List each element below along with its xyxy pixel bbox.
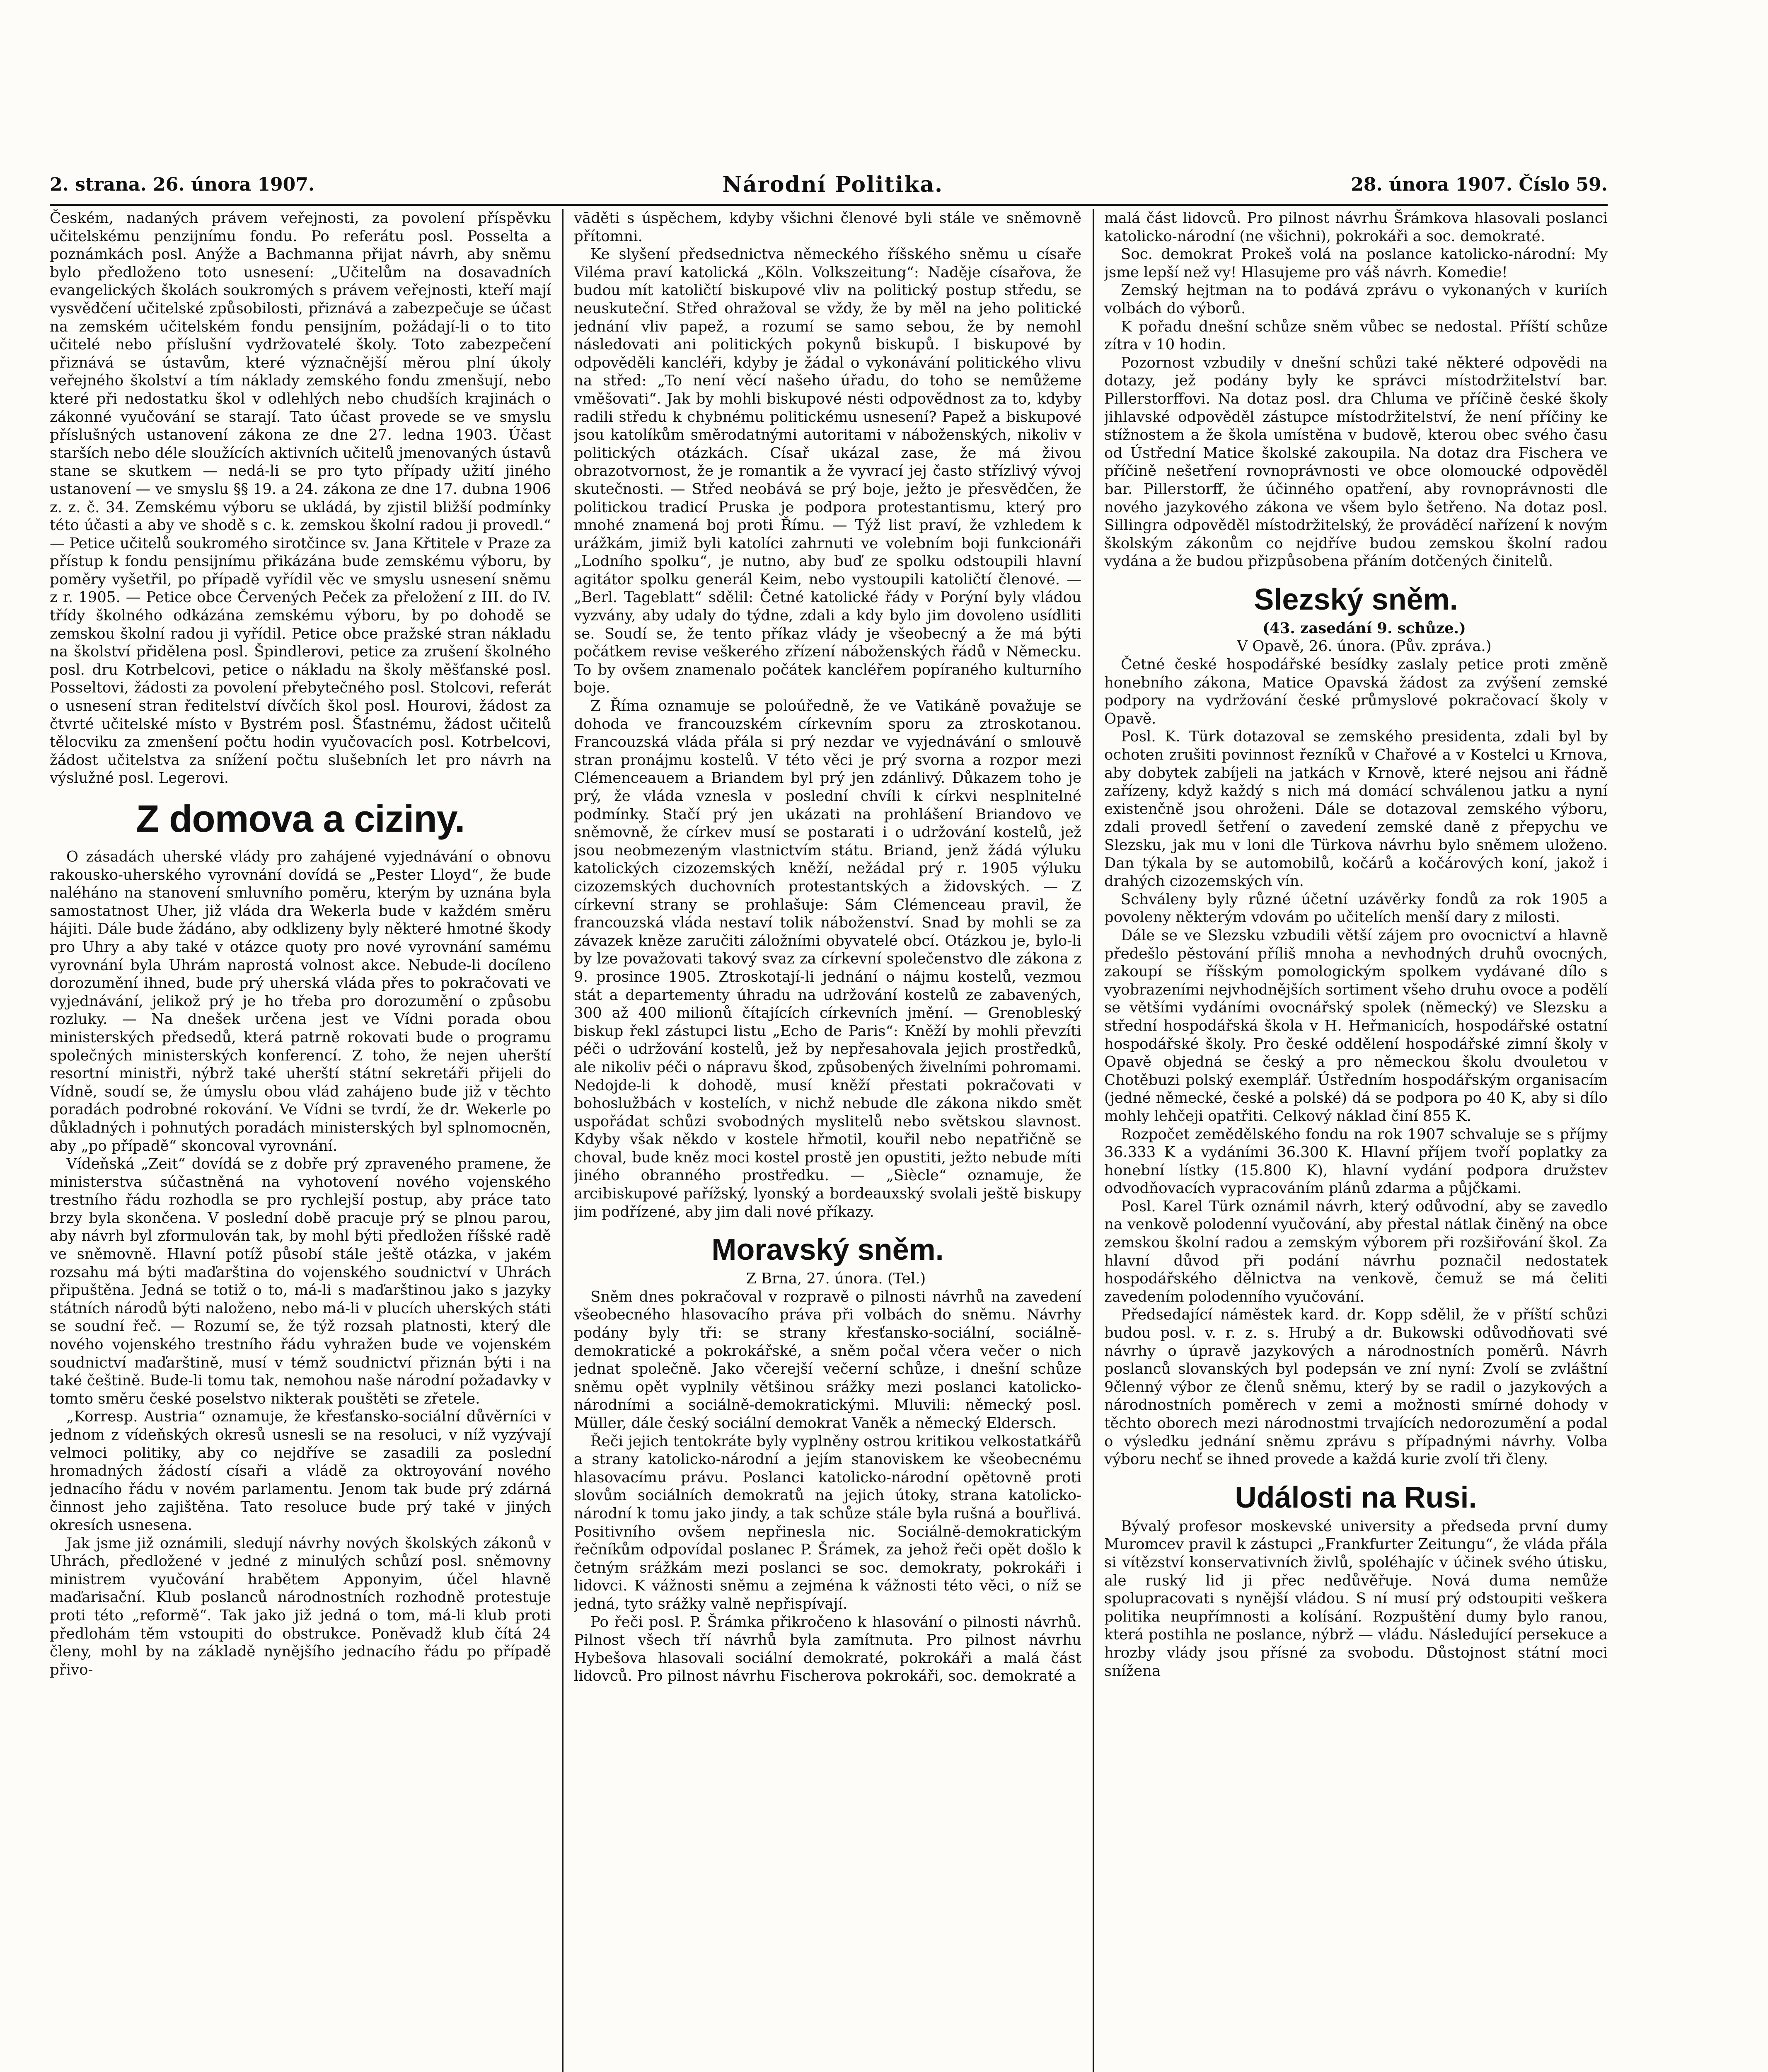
paragraph: malá část lidovců. Pro pilnost návrhu Šrámkova hlasovali poslanci katolicko-národní (ne všichni), pokrokáři a soc. demokraté. <box>1104 210 1608 245</box>
column-divider <box>562 209 564 2072</box>
column-2 <box>574 209 1081 2072</box>
paragraph: Jak jsme již oznámili, sledují návrhy nových školských zákonů v Uhrách, předložené v jedné z minulých schůzí posl. sněmovny ministrem vyučování hrabětem Apponyim, účel hlavně maďarisační. Klub poslanců národnostních rozhodně protestuje proti této „reformě“. Tak jako již jedná o tom, má-li klub proti předlohám těm vstoupiti do obstrukce. Poněvadž klub čítá 24 členy, mohl by na základě nynějšího jednacího řádu po případě přivo- <box>50 1535 551 1678</box>
paragraph: Soc. demokrat Prokeš volá na poslance katolicko-národní: My jsme lepší než vy! Hlasujeme pro váš návrh. Komedie! <box>1104 246 1608 281</box>
paragraph: Řeči jejich tentokráte byly vyplněny ostrou kritikou velkostatkářů a strany katolicko-národní a jejím stanoviskem ke všeobecnému hlasovacímu právu. Poslanci katolicko-národní opětovně proti slovům sociálních demokratů na jejich útoky, strana katolicko-národní k tomu jako jindy, a tak schůze stále byla rušná a bouřlivá. Positivního ovšem nepřinesla nic. Sociálně-demokratickým řečníkům odpovídal poslanec P. Šrámek, za jehož řeči opět došlo k četným srážkám mezi poslanci se soc. demokraty, pokrokáři i lidovci. K vážnosti sněmu a zejména k vážnosti této věci, o níž se jedná, tyto srážky valně nepřispívají. <box>574 1433 1081 1612</box>
column-3 <box>1104 209 1608 2072</box>
dateline: Z Brna, 27. února. (Tel.) <box>746 1270 926 1288</box>
paragraph: O zásadách uherské vlády pro zahájené vyjednávání o obnovu rakousko-uherského vyrovnání dovídá se „Pester Lloyd“, že bude naléháno na stanovení smluvního poměru, kterým by uznána byla samostatnost Uher, již vláda dra Wekerla bude v každém směru hájiti. Dále bude žádáno, aby odklizeny byly některé hmotné škody pro Uhry a aby také v otázce quoty pro nové vyrovnání samému vyrovnání byla Uhrám naprostá volnost akce. Nebude-li docíleno dorozumění ihned, bude prý uherská vláda přes to pokračovati ve vyjednávání, jelikož prý je ho třeba pro dorozumění o způsobu rozluky. — Na dnešek určena jest ve Vídni porada obou ministerských předsedů, která patrně rokovati bude o programu společných ministerských konferencí. Z toho, že nejen uherští resortní ministři, nýbrž také uherští státní sekretáři přijeli do Vídně, soudí se, že úmyslu obou vlád zahájeno bude již v těchto poradách podrobné rokování. Ve Vídni se tvrdí, že dr. Wekerle po důkladných i pohnutých poradách ministerských byl splnomocněn, aby „po případě“ skoncoval vyrovnání. <box>50 848 551 1155</box>
paragraph: Předsedající náměstek kard. dr. Kopp sdělil, že v příští schůzi budou posl. v. r. z. s. Hrubý a dr. Bukowski odůvodňovati své návrhy o úpravě jazykových a národnostních poměrů. Návrh poslanců slovanských byl podepsán ve zní nyní: Zvolí se zvláštní 9členný výbor ze členů sněmu, který by se radil o jazykových a národnostních poměrech v zemi a možnosti smírné dohody v těchto oborech mezi národnostmi trvajících nedorozumění a podal o výsledku jednání sněmu zprávu s případnými návrhy. Volba výboru nechť se ihned provede a každá kurie zvolí tři členy. <box>1104 1306 1608 1468</box>
paragraph: Dále se ve Slezsku vzbudili větší zájem pro ovocnictví a hlavně předešlo pěstování příliš mnoha a nevhodných druhů ovocných, zakoupí se říšským pomologickým spolkem vydávané dílo s vyobrazeními nejvhodnějších sortiment všeho druhu ovoce a podělí se většími vydáními ovocnářský spolek (německý) ve Slezsku a střední hospodářská škola v H. Heřmanicích, hospodářské ostatní hospodářské školy. Pro české oddělení hospodářské zimní školy v Opavě objedná se český a pro německou školu dvouletou v Chotěbuzi polský exemplář. Ústředním hospodářským organisacím (jedné německé, české a polské) dá se podpora po 40 K, aby si dílo mohly lehčeji opatřiti. Celkový náklad činí 855 K. <box>1104 927 1608 1125</box>
session-subheading: (43. zasedání 9. schůze.) <box>1263 620 1466 637</box>
header-rule <box>50 204 1608 206</box>
column-divider <box>1093 209 1094 2072</box>
page-header <box>50 168 1608 201</box>
paragraph: Pozornost vzbudily v dnešní schůzi také některé odpovědi na dotazy, jež podány byly ke správci místodržitelství bar. Pillerstorffovi. Na dotaz posl. dra Chluma ve příčině české školy jihlavské odpověděl zástupce místodržitelství, že není příčiny ke stížnostem a že škola umístěna v budově, kterou obec svého času od Ústřední Matice školské zakoupila. Na dotaz dra Fischera ve příčině nešetření rovnoprávnosti ve obce olomoucké odpověděl bar. Pillerstorff, že účinného opatření, aby rovnoprávnosti dle nového jazykového zákona ve všem bylo šetřeno. Na dotaz posl. Sillingra odpověděl místodržitelský, že prováděcí nařízení k novým školským zákonům co nejdříve budou zemskou školní radou vydána a že budou přizpůsobena přáním dotčených činitelů. <box>1104 354 1608 570</box>
paragraph: Rozpočet zemědělského fondu na rok 1907 schvaluje se s příjmy 36.333 K a vydáními 36.300 K. Hlavní příjem tvoří poplatky za honební lístky (15.800 K), hlavní vydání podpora družstev odvodňovacích vypracováním plánů zdarma a půjčkami. <box>1104 1126 1608 1197</box>
paragraph: Vídeňská „Zeit“ dovídá se z dobře prý zpraveného pramene, že ministerstva súčastněná na vyhotovení nového vojenského trestního řádu rozhodla se pro rychlejší postup, aby práce tato brzy byla skončena. V poslední době pracuje prý se plnou parou, aby návrh byl zformulován tak, by mohl býti předložen říšské radě ve sněmovně. Hlavní potíž působí stále ještě otázka, v jakém rozsahu má býti maďarština do vojenského soudnictví v Uhrách připuštěna. Jedná se totiž o to, má-li s maďarštinou jako s jazyky státních národů býti naloženo, nebo má-li v plucích uherských státi se soudní řeč. — Rozumí se, že týž rozsah platnosti, který dle nového vojenského trestního řádu vyhražen bude ve vojenském soudnictví maďarštině, musí v témž soudnictví přiznán býti i na také češtině. Bude-li tomu tak, nemohou naše národní požadavky v tomto směru české poselstvo nikterak pouštěti se zřetele. <box>50 1155 551 1407</box>
paragraph: Četné české hospodářské besídky zaslaly petice proti změně honebního zákona, Matice Opavská žádost za zvýšení zemské podpory na vydržování české průmyslové pokračovací školy v Opavě. <box>1104 656 1608 727</box>
section-heading-silesian-diet: Slezský sněm. <box>1254 583 1458 616</box>
dateline: V Opavě, 26. února. (Pův. zpráva.) <box>1237 638 1492 655</box>
paragraph: Posl. K. Türk dotazoval se zemského presidenta, zdali byl by ochoten zrušiti povinnost řezníků v Chařové a v Kostelci u Krnova, aby dobytek zabíjeli na jatkách v Krnově, které nejsou ani řádně zařízeny, když každý s nich má domácí schválenou jatku a nyní existenčně jsou ohroženi. Dále se dotazoval zemského výboru, zdali provedl šetření o zavedení zemské daně z přepychu ve Slezsku, jak mu v loni dle Türkova návrhu bylo sněmem uloženo. Dan týkala by se automobilů, kočárů a kočárových koní, jakož i drahých cizozemských vín. <box>1104 728 1608 890</box>
paragraph: vāděti s úspěchem, kdyby všichni členové byli stále ve sněmovně přítomni. <box>574 210 1081 245</box>
column-1 <box>50 209 551 2072</box>
paragraph: „Korresp. Austria“ oznamuje, že křesťansko-sociální důvěrníci v jednom z vídeňských okresů usnesli se na resoluci, v níž vyzývají velmoci politiky, aby co nejdříve se zasadili za poslední hromadných žádostí císaři a vládě za oktroyování nového jednacího řádu v novém parlamentu. Jenom tak bude prý zdárná činnost jeho zajištěna. Tato resoluce bude prý také v jiných okresích usnesena. <box>50 1408 551 1534</box>
paragraph: Po řeči posl. P. Šrámka přikročeno k hlasování o pilnosti návrhů. Pilnost všech tří návrhů byla zamítnuta. Pro pilnost návrhu Hybešova hlasovali sociální demokraté, pokrokáři a malá část lidovců. Pro pilnost návrhu Fischerova pokrokáři, soc. demokraté a <box>574 1613 1081 1685</box>
paragraph: Českém, nadaných právem veřejnosti, za povolení příspěvku učitelskému penzijnímu fondu. Po referátu posl. Posselta a poznámkách posl. Anýže a Bachmanna přijat návrh, aby sněmu bylo předloženo toto usnesení: „Učitelům na dosavadních evangelických školách soukromých s právem veřejnosti, kteří mají vysvědčení učitelské způsobilosti, přiznává a zabezpečuje se účast na zemském učitelském fondu pensijním, požádají-li o to tito učitelé nebo příslušní vydržovatelé školy. Toto zabezpečení přiznává se ústavům, které význačnější měrou plní úkoly veřejného školství a tím náklady zemského fondu zmenšují, nebo které při nedostatku škol v odlehlých nebo chudších krajinách o zákonné vyučování se starají. Tato účast provede se ve smyslu příslušných ustanovení zákona ze dne 27. ledna 1903. Účast starších nebo déle sloužících aktivních učitelů jmenovaných ústavů stane se skutkem — nedá-li se pro tyto případy užití jiného ustanovení — ve smyslu §§ 19. a 24. zákona ze dne 17. dubna 1906 z. z. č. 34. Zemskému výboru se ukládá, by zjistil bližší podmínky této účasti a aby ve shodě s c. k. zemskou školní radou ji provedl.“ — Petice učitelů soukromého sirotčince sv. Jana Křtitele v Praze za přístup k fondu pensijnímu přikázána bude zemskému výboru, by poměry vyšetřil, po případě vyřídil věc ve smyslu usnesení sněmu z r. 1905. — Petice obce Červených Peček za přeložení z III. do IV. třídy školného odkázána zemskému výboru, by po dohodě se zemskou školní radou ji vyřídil. Petice obce pražské stran nákladu na školství přidělena posl. Špindlerovi, petice za zrušení školného posl. dru Kotrbelcovi, petice o nákladu na školy měšťanské posl. Posseltovi, žádosti za povolení přebytečného posl. Stolcovi, referát o usnesení stran ředitelství dívčích škol posl. Hourovi, žádost za čtvrté učitelské místo v Bystrém posl. Šťastnému, žádost učitelů tělocviku za zmenšení počtu hodin vyučovacích posl. Kotrbelcovi, žádost učitelstva za snížení počtu slušebních let pro návrh na výslužné posl. Legerovi. <box>50 210 551 787</box>
section-heading-domestic-foreign: Z domova a ciziny. <box>136 798 465 840</box>
newspaper-masthead: Národní Politika. <box>722 172 943 197</box>
paragraph: Schváleny byly různé účetní uzávěrky fondů za rok 1905 a povoleny některým vdovám po učitelích menší dary z milosti. <box>1104 891 1608 926</box>
paragraph: Sněm dnes pokračoval v rozpravě o pilnosti návrhů na zavedení všeobecného hlasovacího práva při volbách do sněmu. Návrhy podány byly tři: se strany křesťansko-sociální, sociálně-demokratické a pokrokářské, a sněm počal včera večer o nich jednat společně. Jako včerejší večerní schůze, i dnešní schůze sněmu opět vyplnily většinou srážky mezi poslanci katolicko-národními a sociálně-demokratickými. Mluvili: německý posl. Müller, dále český sociální demokrat Vaněk a německý Eldersch. <box>574 1288 1081 1432</box>
paragraph: Bývalý profesor moskevské university a předseda první dumy Muromcev pravil k zástupci „Frankfurter Zeitungu“, že vláda přála si vítězství konservativních živlů, spoléhajíc v účinek svého útisku, ale ruský lid ji přec nedůvěřuje. Nová duma nemůže spolupracovati s nynější vládou. S ní musí prý odstoupiti veškera politika neupřímnosti a kolísání. Rozpuštění dumy bylo ranou, která postihla ne poslance, nýbrž — vládu. Následující persekuce a hrozby vlády jsou přísné za svobodu. Důstojnost státní moci snížena <box>1104 1518 1608 1680</box>
paragraph: Ke slyšení předsednictva německého říšského sněmu u císaře Viléma praví katolická „Köln. Volkszeitung“: Naděje císařova, že budou mít katoličtí biskupové vliv na politický postup středu, se neuskuteční. Střed ohražoval se vždy, že by měl na jeho politické jednání vliv papež, a rozumí se samo sebou, že by nemohl následovati ani politických pokynů biskupů. I biskupové by odpověděli kancléři, kdyby je žádal o vykonávání politického vlivu na střed: „To není věcí našeho úřadu, do toho se nemůžeme vměšovati“. Jak by mohli biskupové nésti odpovědnost za to, kdyby radili středu k chybnému politickému usnesení? Papež a biskupové jsou katolíkům směrodatnými autoritami v náboženských, nikoliv v politických otázkách. Císař ukázal zase, že má živou obrazotvornost, že je romantik a že vyvrací jej často střízlivý vývoj skutečnosti. — Střed neobává se prý boje, ježto je přesvědčen, že politickou tradicí Pruska je podpora protestantismu, který pro mnohé znamená boj proti Římu. — Týž list praví, že vzhledem k urážkám, jimiž byli katolíci zahrnuti ve volebním boji funkcionáři „Lodního spolku“, je nutno, aby buď ze spolku odstoupili hlavní agitátor spolku generál Keim, nebo vystoupili katoličtí členové. — „Berl. Tageblatt“ sdělil: Četné katolické řády v Porýní byly vládou vyzvány, aby udaly do týdne, zdali a kdy bylo jim dovoleno usídliti se. Soudí se, že tento příkaz vlády je všeobecný a že má býti počátkem revise veškerého zřízení náboženských řádů v Německu. To by ovšem znamenalo počátek kancléřem popíraného kulturního boje. <box>574 246 1081 697</box>
header-page-info: 2. strana. 26. února 1907. <box>50 174 315 195</box>
paragraph: K pořadu dnešní schůze sněm vůbec se nedostal. Příští schůze zítra v 10 hodin. <box>1104 318 1608 353</box>
paragraph: Zemský hejtman na to podává zprávu o vykonaných v kuriích volbách do výborů. <box>1104 282 1608 317</box>
header-issue-info: 28. února 1907. Číslo 59. <box>1351 174 1608 195</box>
paragraph: Z Říma oznamuje se poloúředně, že ve Vatikáně považuje se dohoda ve francouzském církevním sporu za ztroskotanou. Francouzská vláda přála si prý nezdar ve vyjednávání o smlouvě stran pronájmu kostelů. V této věci je prý svorna a rozpor mezi Clémenceauem a Briandem byl prý jen zdánlivý. Důkazem toho je prý, že vláda vznesla v poslední chvíli k církvi nesplnitelné podmínky. Stačí prý jen ukázati na prohlášení Briandovo ve sněmovně, že církev musí se postarati i o udržování kostelů, jež jsou neobmezeným vlastnictvím státu. Briand, jenž žádá výluku katolických cizozemských kněží, nežádal prý r. 1905 výluku cizozemských duchovních protestantských a židovských. — Z církevní strany se prohlašuje: Sám Clémenceau pravil, že francouzská vláda nestaví tolik náboženství. Snad by mohli se za závazek kněze zaručiti záložními obyvatelé obcí. Otázkou je, bylo-li by lze považovati takový svaz za církevní společenstvo dle zákona z 9. prosince 1905. Ztroskotají-li jednání o nájmu kostelů, vezmou stát a departementy úhradu na udržování kostelů ze zabavených, 300 až 400 milionů čítajících církevních jmění. — Grenobleský biskup řekl zástupci listu „Echo de Paris“: Kněží by mohli převzíti péči o udržování kostelů, jež by nepřesahovala jejich prostředků, ale nikoliv péči o nápravu škod, způsobených živelními pohromami. Nedojde-li k dohodě, musí kněží přestati pokračovati v bohoslužbách v kostelích, v nichž nebude dle zákona nikdo smět uspořádat schůzi svobodných myslitelů nebo světskou slavnost. Kdyby však někdo v kostele hřmotil, kouřil nebo nepatřičně se choval, bude kněz moci kostel prostě jen opustiti, ježto nebude míti jiného obranného prostředku. — „Siècle“ oznamuje, že arcibiskupové pařížský, lyonský a bordeauxský svolali ještě biskupy jim podřízené, aby jim dali nové příkazy. <box>574 697 1081 1220</box>
section-heading-moravian-diet: Moravský sněm. <box>711 1233 944 1267</box>
section-heading-events-in-russia: Události na Rusi. <box>1235 1481 1477 1514</box>
paragraph: Posl. Karel Türk oznámil návrh, který odůvodní, aby se zavedlo na venkově polodenní vyučování, aby přestal nátlak činěný na obce zemskou školní radou a zemským výborem při rozšiřování škol. Za hlavní důvod při podání návrhu poznačil nedostatek hospodářského dělnictva na venkově, čemuž se má čeliti zavedením polodenního vyučování. <box>1104 1198 1608 1305</box>
